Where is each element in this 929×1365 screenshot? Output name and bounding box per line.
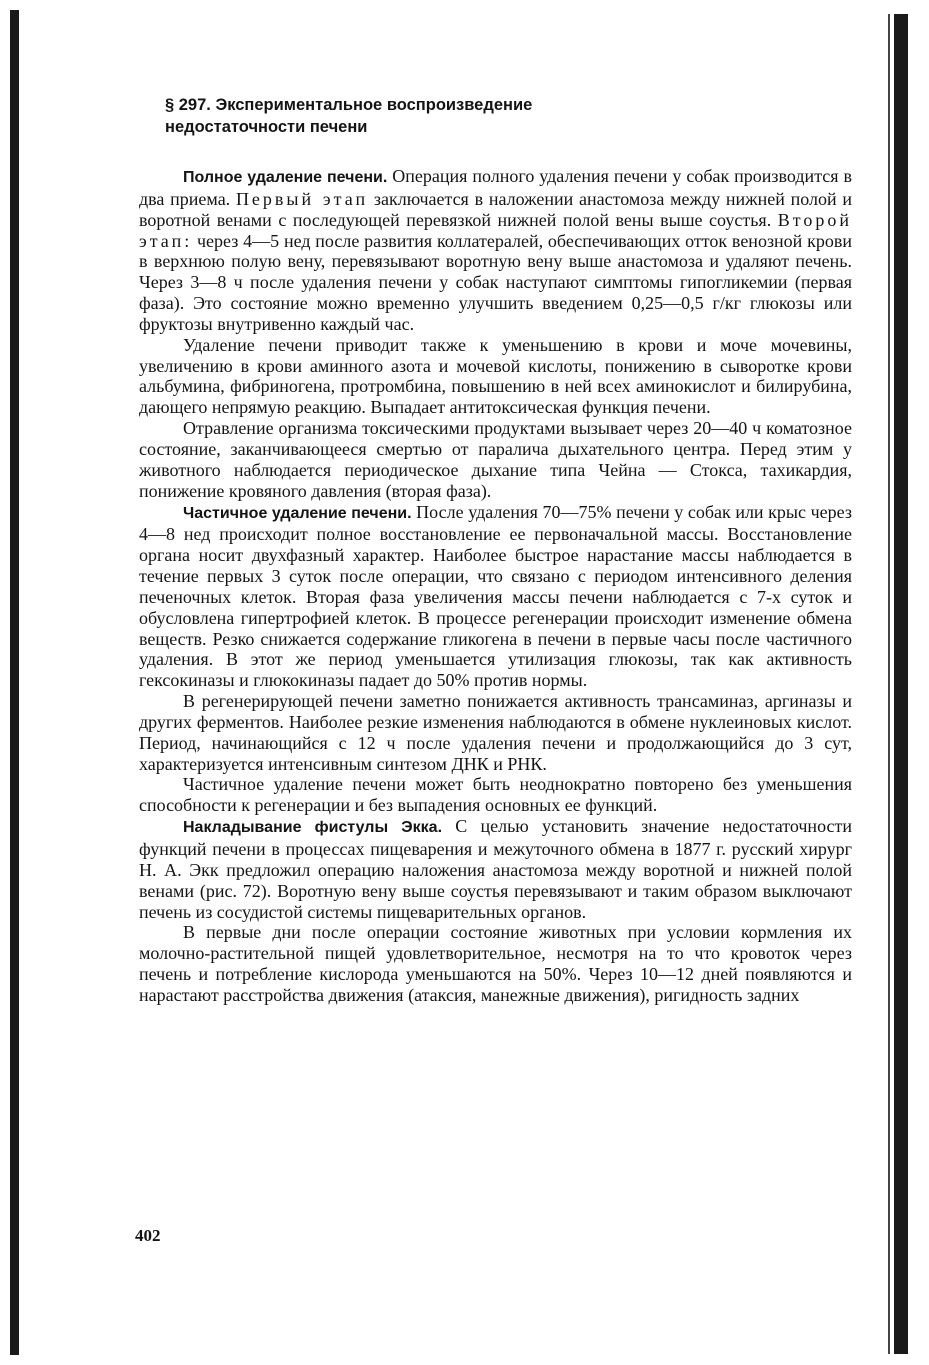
paragraph-regenerating-liver: В регенерирующей печени заметно понижается активность трансаминаз, аргиназы и других ферментов. Наиболее резкие изменения наблюдаются в обмене нуклеиновых кислот. Период, начинающийся с 12 ч после удаления печени и продолжающийся до 3 сут, характеризуется интенсивным синтезом ДНК и РНК.	[139, 691, 852, 774]
scan-edge-right	[894, 14, 908, 1354]
stage-two-label: Второй этап:	[139, 209, 852, 251]
paragraph-text: С целью установить значение недостаточности функций печени в процессах пищеварения и межуточного обмена в 1877 г. русский хирург Н. А. Экк предложил операцию наложения анастомоза между воротной и нижней полой венами (рис. 72). Воротную вену выше соустья перевязывают и таким образом выключают печень из сосудистой системы пищеварительных органов.	[139, 816, 853, 922]
section-heading-line-1: § 297. Экспериментальное воспроизведение	[165, 96, 533, 114]
runin-heading-eck-fistula: Накладывание фистулы Экка.	[183, 819, 443, 837]
paragraph-text: заключается в наложении анастомоза между нижней полой и воротной венами с последующей перевязкой нижней полой вены выше соустья.	[139, 188, 852, 230]
paragraph-partial-removal	[139, 502, 852, 692]
section-heading-line-2: недостаточности печени	[165, 118, 368, 136]
scan-edge-right-thin	[888, 14, 890, 1354]
paragraph-repeated-removal: Частичное удаление печени может быть неоднократно повторено без уменьшения способности к регенерации и без выпадения основных ее функций.	[139, 774, 852, 816]
runin-heading-partial-removal: Частичное удаление печени.	[183, 504, 412, 522]
runin-heading-complete-removal: Полное удаление печени.	[183, 169, 388, 186]
scan-edge-left	[10, 10, 19, 1355]
paragraph-text: После удаления 70—75% печени у собак или крыс через 4—8 нед происходит полное восстановление ее первоначальной массы. Восстановление органа носит двухфазный характер. Наиболее быстрое нарастание массы наблюдается в течение первых 3 суток после операции, что связано с периодом интенсивного деления печеночных клеток. Вторая фаза увеличения массы печени наблюдается с 7-х суток и обусловлена гипертрофией клеток. В процессе регенерации происходит изменение обмена веществ. Резко снижается содержание гликогена в печени в первые часы после частичного удаления. В этот же период уменьшается утилизация глюкозы, так как активность гексокиназы и глюкокиназы падает до 50% против нормы.	[139, 501, 852, 691]
paragraph-intoxication: Отравление организма токсическими продуктами вызывает через 20—40 ч коматозное состояние, заканчивающееся смертью от паралича дыхательного центра. Перед этим у животного наблюдается периодическое дыхание типа Чейна — Стокса, тахикардия, понижение кровяного давления (вторая фаза).	[139, 418, 852, 501]
paragraph-text: Операция полного удаления печени у собак производится в два приема.	[139, 166, 853, 209]
paragraph-complete-removal	[139, 166, 852, 335]
page-number: 402	[135, 1226, 161, 1245]
paragraph-post-operation: В первые дни после операции состояние животных при условии кормления их молочно-растительной пищей удовлетворительное, несмотря на то что кровоток через печень и потребление кислорода уменьшаются на 50%. Через 10—12 дней появляются и нарастают расстройства движения (атаксия, манежные движения), ригидность задних	[139, 922, 852, 1005]
stage-one-label: Первый этап	[235, 188, 369, 209]
paragraph-text: через 4—5 нед после развития коллатералей, обеспечивающих отток венозной крови в верхнюю полую вену, перевязывают воротную вену выше анастомоза и удаляют печень. Через 3—8 ч после удаления печени у собак наступают симптомы гипогликемии (первая фаза). Это состояние можно временно улучшить введением 0,25—0,5 г/кг глюкозы или фруктозы внутривенно каждый час.	[139, 230, 852, 334]
paragraph-eck-fistula	[139, 816, 852, 922]
paragraph-removal-effects: Удаление печени приводит также к уменьшению в крови и моче мочевины, увеличению в крови аминного азота и мочевой кислоты, понижению в сыворотке крови альбумина, фибриногена, протромбина, повышению в ней всех аминокислот и билирубина, дающего непрямую реакцию. Выпадает антитоксическая функция печени.	[139, 334, 852, 418]
section-heading	[165, 94, 852, 138]
page-body	[139, 94, 852, 1006]
